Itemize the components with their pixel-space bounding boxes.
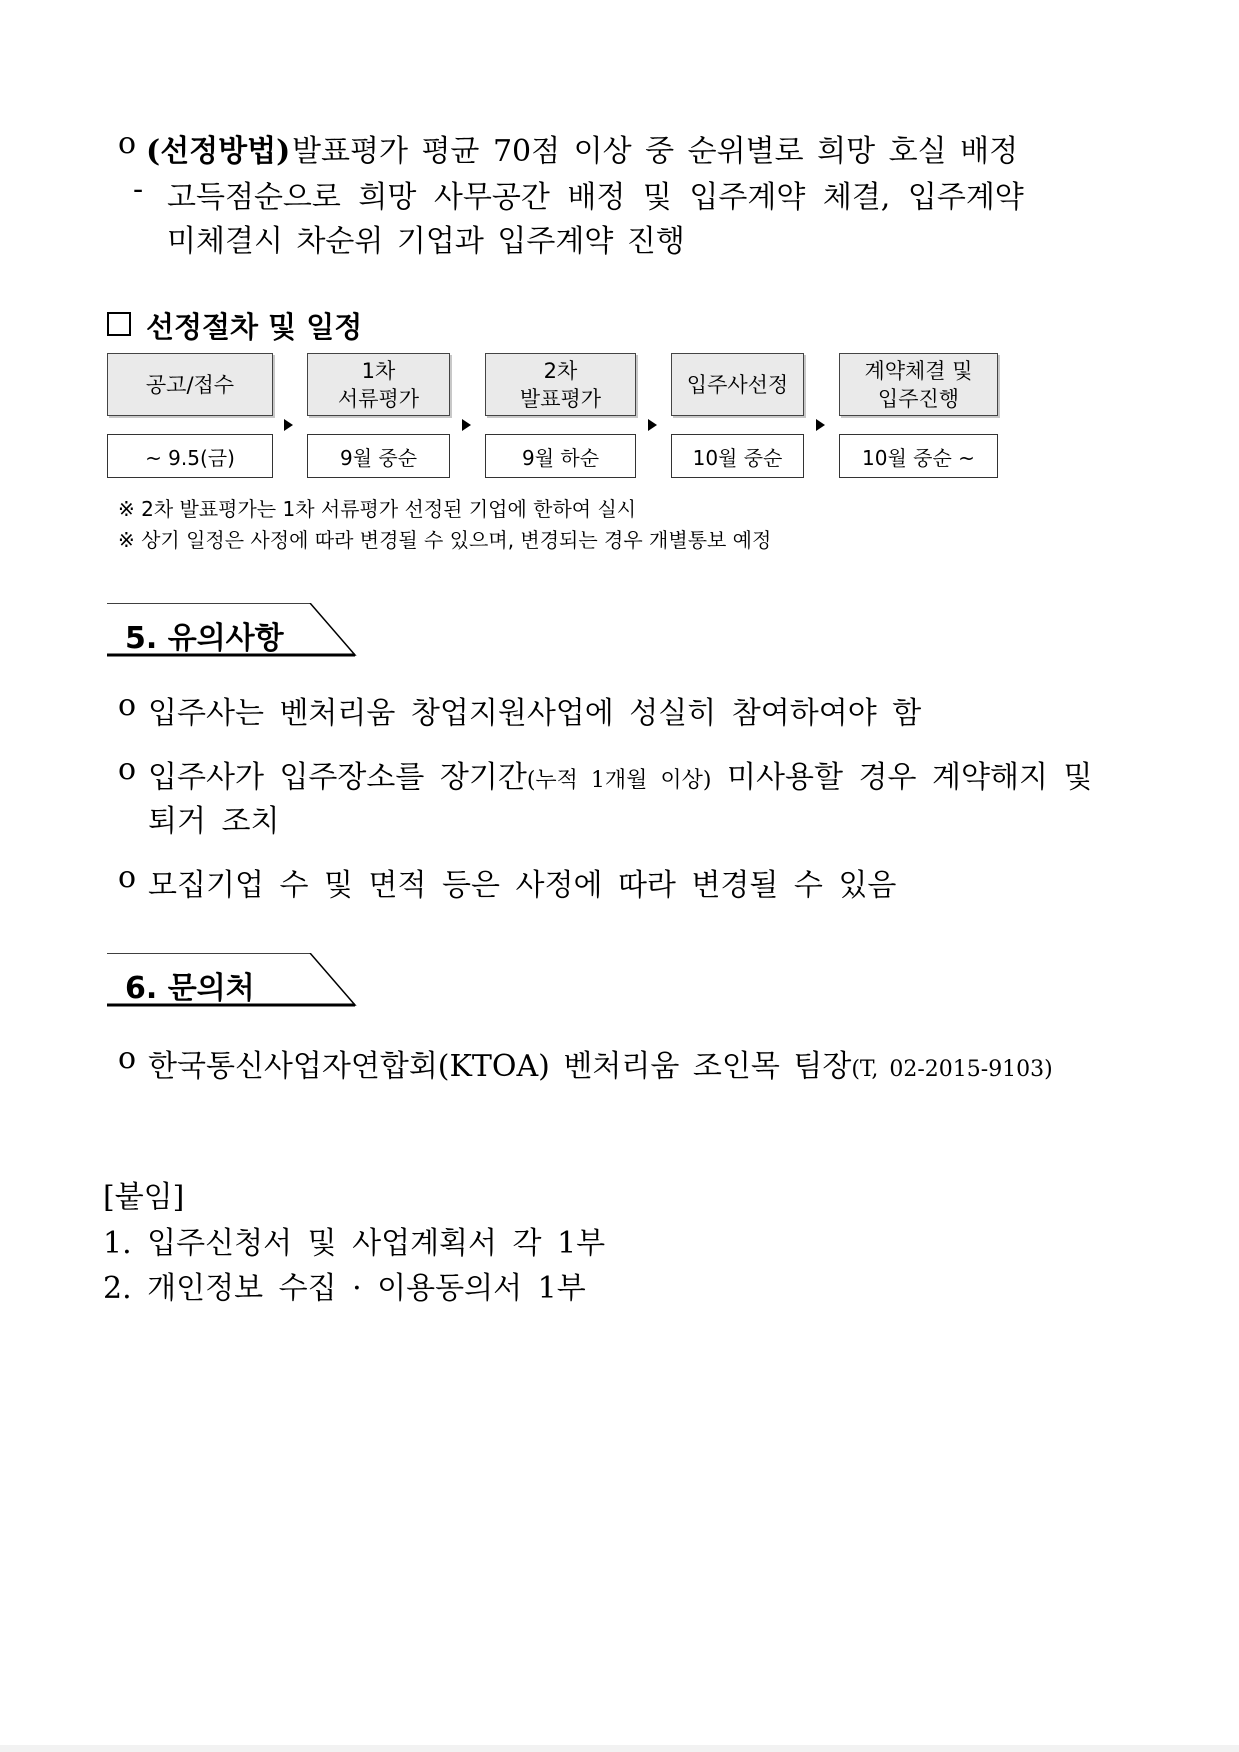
step-date-5: 10월 중순 ~ (839, 434, 998, 478)
section5-item-2 (148, 752, 1092, 796)
section5-item-3: 모집기업 수 및 면적 등은 사정에 따라 변경될 수 있음 (148, 868, 897, 903)
arrow-right-icon (816, 419, 825, 431)
section6-contact-text: 한국통신사업자연합회(KTOA) 벤처리움 조인목 팀장 (148, 1049, 852, 1084)
section6-contact-phone: (T, 02-2015-9103) (851, 1057, 1053, 1082)
selection-method-text: 발표평가 평균 70점 이상 중 순위별로 희망 호실 배정 (292, 134, 1019, 169)
section5-item-1: 입주사는 벤처리움 창업지원사업에 성실히 참여하여야 함 (148, 696, 922, 731)
step-date-3: 9월 하순 (485, 434, 636, 478)
attachment-item-1: 1. 입주신청서 및 사업계획서 각 1부 (103, 1226, 606, 1261)
arrow-right-icon (648, 419, 657, 431)
section6-bullet: o (118, 1041, 137, 1076)
step-box-3: 2차 발표평가 (485, 353, 636, 416)
procedure-title: 선정절차 및 일정 (146, 310, 363, 344)
arrow-right-icon (284, 419, 293, 431)
section5-item-2-line2: 퇴거 조치 (148, 804, 280, 839)
selection-method-bullet: o (118, 126, 137, 161)
step-date-4: 10월 중순 (671, 434, 804, 478)
attachments-heading: [붙임] (103, 1180, 185, 1215)
selection-method-dash: - (133, 172, 144, 207)
section-6-title: 6. 문의처 (125, 971, 255, 1006)
section5-item-2-text-a: 입주사가 입주장소를 장기간 (148, 760, 527, 795)
selection-method-sub-line2: 미체결시 차순위 기업과 입주계약 진행 (167, 224, 685, 259)
section-5-title: 5. 유의사항 (125, 621, 284, 656)
section5-bullet-3: o (118, 860, 137, 895)
arrow-right-icon (462, 419, 471, 431)
checkbox-square (107, 312, 131, 336)
section5-bullet-1: o (118, 688, 137, 723)
step-box-1: 공고/접수 (107, 353, 273, 416)
section5-item-2-small: (누적 1개월 이상) (526, 768, 712, 793)
page-bottom-edge (0, 1745, 1239, 1752)
step-date-1: ~ 9.5(금) (107, 434, 273, 478)
selection-method-label: (선정방법) (146, 134, 291, 169)
section5-bullet-2: o (118, 752, 137, 787)
section-6-header (107, 953, 387, 1013)
selection-method-sub-line1: 고득점순으로 희망 사무공간 배정 및 입주계약 체결, 입주계약 (167, 180, 1024, 215)
procedure-note-1: ※ 2차 발표평가는 1차 서류평가 선정된 기업에 한하여 실시 (118, 497, 637, 521)
step-box-4: 입주사선정 (671, 353, 804, 416)
section6-contact (148, 1041, 1053, 1085)
step-date-2: 9월 중순 (307, 434, 450, 478)
section-5-header (107, 603, 387, 663)
step-box-5: 계약체결 및 입주진행 (839, 353, 998, 416)
procedure-note-2: ※ 상기 일정은 사정에 따라 변경될 수 있으며, 변경되는 경우 개별통보 예정 (118, 528, 772, 552)
attachment-item-2: 2. 개인정보 수집 · 이용동의서 1부 (103, 1271, 586, 1306)
step-box-2: 1차 서류평가 (307, 353, 450, 416)
section5-item-2-text-b: 미사용할 경우 계약해지 및 (711, 760, 1093, 795)
